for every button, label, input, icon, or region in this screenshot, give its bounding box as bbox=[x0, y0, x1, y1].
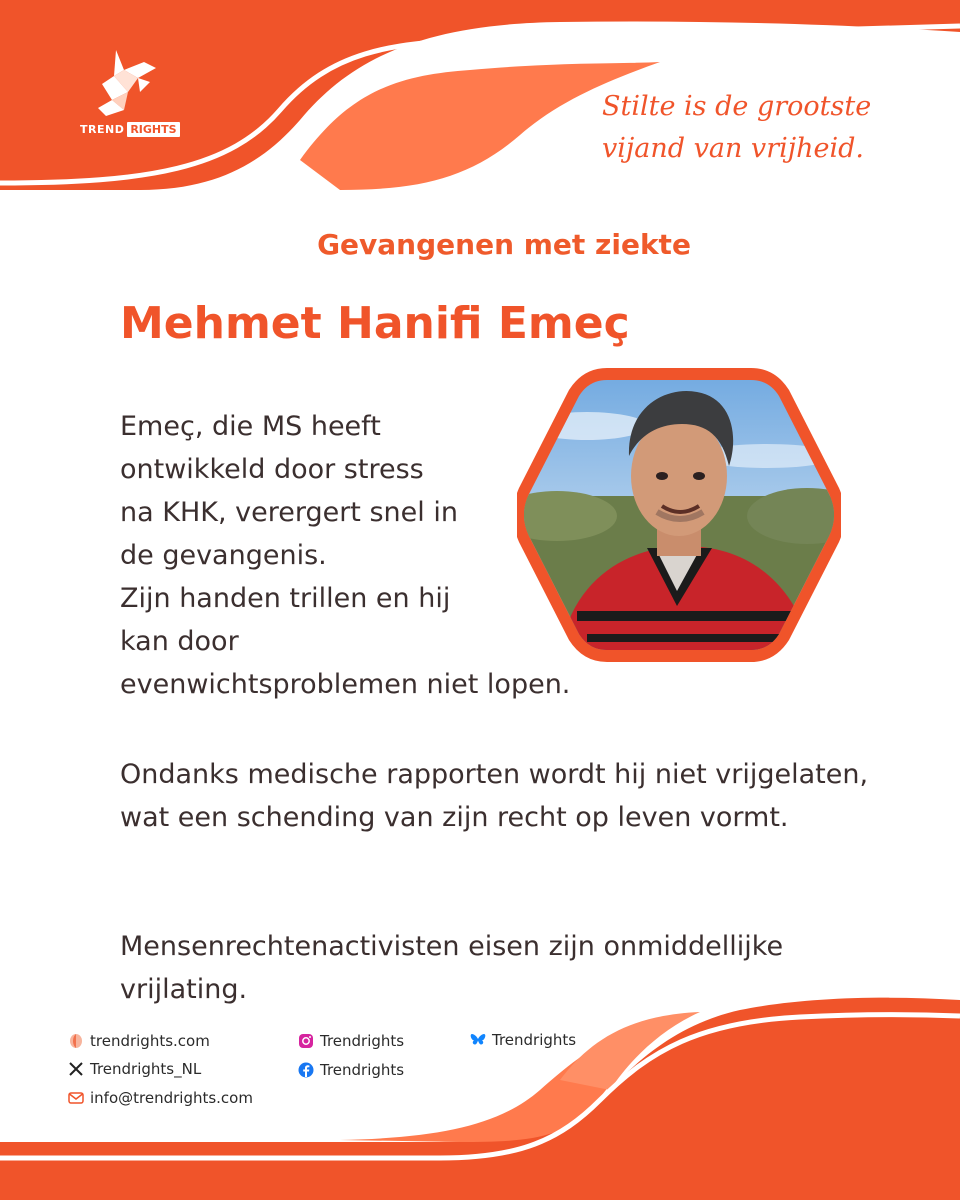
dove-icon bbox=[94, 48, 164, 120]
bluesky-butterfly-icon bbox=[470, 1032, 486, 1048]
web-icon bbox=[68, 1033, 84, 1049]
logo-wordmark bbox=[80, 122, 180, 137]
instagram-icon bbox=[298, 1033, 314, 1049]
footer-email[interactable] bbox=[68, 1089, 253, 1107]
footer-x[interactable] bbox=[68, 1060, 201, 1078]
slogan-line-1: Stilte is de grootste bbox=[602, 91, 872, 122]
paragraph-1-line: kan door bbox=[120, 626, 239, 657]
x-handle-text: Trendrights_NL bbox=[90, 1060, 202, 1078]
paragraph-1-line: Zijn handen trillen en hij bbox=[120, 583, 451, 614]
brand-logo[interactable] bbox=[78, 48, 177, 148]
paragraph-1-line: evenwichtsproblemen niet lopen. bbox=[120, 669, 571, 700]
facebook-icon bbox=[298, 1062, 314, 1078]
instagram-text: Trendrights bbox=[320, 1032, 405, 1050]
logo-text-rights: RIGHTS bbox=[127, 122, 179, 137]
bluesky-text: Trendrights bbox=[492, 1031, 577, 1049]
logo-text-trend: TREND bbox=[80, 123, 125, 136]
paragraph-2: Ondanks medische rapporten wordt hij niet vrijgelaten, wat een schending van zijn recht op leven vormt. bbox=[120, 759, 869, 833]
paragraph-1-line: Emeç, die MS heeft bbox=[120, 411, 381, 442]
category-heading: Gevangenen met ziekte bbox=[317, 228, 691, 261]
footer-website[interactable] bbox=[68, 1032, 210, 1050]
paragraph-1-line: ontwikkeld door stress bbox=[120, 454, 424, 485]
footer-facebook[interactable] bbox=[298, 1061, 404, 1079]
person-name: Mehmet Hanifi Emeç bbox=[120, 298, 630, 349]
footer-bluesky[interactable] bbox=[470, 1031, 576, 1049]
x-icon bbox=[68, 1061, 84, 1077]
slogan-line-2: vijand van vrijheid. bbox=[602, 133, 864, 164]
paragraph-1-line: na KHK, verergert snel in bbox=[120, 497, 458, 528]
footer-instagram[interactable] bbox=[298, 1032, 404, 1050]
email-icon bbox=[68, 1090, 84, 1106]
paragraph-1 bbox=[120, 405, 570, 706]
website-text: trendrights.com bbox=[90, 1032, 210, 1050]
facebook-text: Trendrights bbox=[320, 1061, 405, 1079]
slogan bbox=[602, 86, 932, 170]
email-text: info@trendrights.com bbox=[90, 1089, 253, 1107]
paragraph-3: Mensenrechtenactivisten eisen zijn onmiddellijke vrijlating. bbox=[120, 931, 784, 1005]
paragraph-1-line: de gevangenis. bbox=[120, 540, 327, 571]
